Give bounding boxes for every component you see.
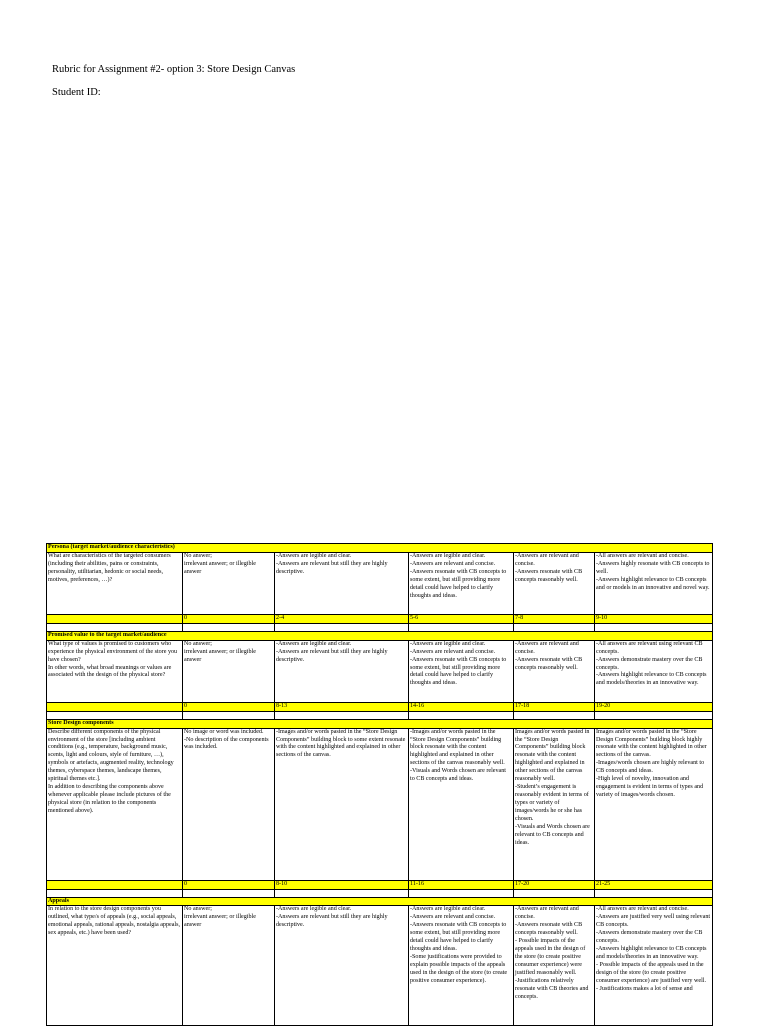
score-cell: 0 [183,880,275,889]
rubric-table [46,543,713,1026]
section-header-row [47,719,713,728]
section-header-row [47,631,713,640]
score-cell: 2-4 [275,614,409,623]
section-title: Persona (target market/audience characteristics) [47,544,713,553]
criteria-row [47,728,713,880]
score-cell: 8-13 [275,702,409,711]
criterion-level-2: -Images and/or words pasted in the “Store Design Components” building block to some extent resonate with the content highlighted and explained in other sections of the canvas. [275,728,409,880]
section-title: Store Design components [47,719,713,728]
section-title: Promised value to the target market/audience [47,631,713,640]
score-cell: 11-16 [409,880,514,889]
criterion-level-3: -Answers are legible and clear. -Answers are relevant and concise. -Answers resonate with CB concepts to some extent, but still providing more detail could have helped to clarify thoughts and ideas. [409,640,514,702]
criterion-question: Describe different components of the physical environment of the store [including ambient conditions (e.g., temperature, background music, scents, light and colours, style of furniture, …), symbols or artefacts, augmented reality, technology themes, cyberspace themes, landscape themes, spiritual themes etc.]. In addition to describing the components above whenever applicable please include pictures of the physical store (in relation to the components mentioned above). [47,728,183,880]
criterion-level-4: -Answers are relevant and concise. -Answers resonate with CB concepts reasonably well. [514,552,595,614]
score-cell: 17-20 [514,880,595,889]
section-title: Appeals [47,897,713,906]
criteria-row [47,640,713,702]
criterion-level-1: No image or word was included. -No description of the components was included. [183,728,275,880]
criteria-row [47,906,713,1026]
criterion-level-1: No answer; irrelevant answer; or illegible answer [183,906,275,1026]
criterion-level-2: -Answers are legible and clear. -Answers are relevant but still they are highly descriptive. [275,640,409,702]
score-cell: 7-8 [514,614,595,623]
score-cell: 0 [183,614,275,623]
criterion-level-4: -Answers are relevant and concise. -Answers resonate with CB concepts reasonably well. [514,640,595,702]
criterion-question: What are characteristics of the targeted consumers (including their abilities, pains or constraints, personality, utilitarian, hedonic or social needs, motives, preferences, …)? [47,552,183,614]
score-cell: 19-20 [595,702,713,711]
score-cell: 5-6 [409,614,514,623]
criterion-level-5: -All answers are relevant and concise. -Answers highly resonate with CB concepts to well. -Answers highlight relevance to CB concepts and or models in an innovative and novel way. [595,552,713,614]
score-row [47,702,713,711]
criterion-question: What type of values is promised to customers who experience the physical environment of the store you have chosen? In other words, what broad meanings or values are associated with the design of the physical store? [47,640,183,702]
criterion-question: In relation to the store design components you outlined, what type/s of appeals (e.g., social appeals, emotional appeals, rational appeals, nostalgia appeals, sex appeals, etc.) have been used? [47,906,183,1026]
criterion-level-1: No answer; irrelevant answer; or illegible answer [183,640,275,702]
score-cell [47,702,183,711]
criterion-level-5: -All answers are relevant using relevant CB concepts. -Answers demonstrate mastery over the CB concepts. -Answers highlight relevance to CB concepts and models/theories in an innovative way. [595,640,713,702]
criterion-level-2: -Answers are legible and clear. -Answers are relevant but still they are highly descriptive. [275,552,409,614]
score-cell: 8-10 [275,880,409,889]
criterion-level-5: Images and/or words pasted in the “Store Design Components” building block highly resonate with the content highlighted in other sections of the canvas. -Images/words chosen are highly relevant to CB concepts and ideas. -High level of novelty, innovation and engagement is evident in terms of types and variety of images/words chosen. [595,728,713,880]
spacer-row [47,711,713,719]
criterion-level-2: -Answers are legible and clear. -Answers are relevant but still they are highly descriptive. [275,906,409,1026]
score-row [47,614,713,623]
spacer-row [47,889,713,897]
score-cell: 14-16 [409,702,514,711]
score-cell [47,880,183,889]
criteria-row [47,552,713,614]
criterion-level-1: No answer; irrelevant answer; or illegible answer [183,552,275,614]
document-title: Rubric for Assignment #2- option 3: Store Design Canvas [52,64,296,75]
score-cell: 17-18 [514,702,595,711]
criterion-level-3: -Answers are legible and clear. -Answers are relevant and concise. -Answers resonate with CB concepts to some extent, but still providing more detail could have helped to clarify thoughts and ideas. [409,552,514,614]
section-header-row [47,897,713,906]
student-id-label: Student ID: [52,87,101,98]
criterion-level-4: -Answers are relevant and concise. -Answers resonate with CB concepts reasonably well. - Possible impacts of the appeals used in the design of the store (to create positive consumer experience) were justified reasonably well. -Justifications relatively resonate with CB theories and concepts. [514,906,595,1026]
score-cell [47,614,183,623]
score-cell: 0 [183,702,275,711]
criterion-level-3: -Answers are legible and clear. -Answers are relevant and concise. -Answers resonate with CB concepts to some extent, but still providing more detail could have helped to clarify thoughts and ideas. -Some justifications were provided to explain possible impacts of the appeals used in the design of the store (to create positive consumer experience). [409,906,514,1026]
criterion-level-3: -Images and/or words pasted in the “Store Design Components” building block resonate with the content highlighted and explained in other sections of the canvas reasonably well. -Visuals and Words chosen are relevant to CB concepts and ideas. [409,728,514,880]
criterion-level-5: -All answers are relevant and concise. -Answers are justified very well using relevant CB concepts. -Answers demonstrate mastery over the CB concepts. -Answers highlight relevance to CB concepts and models/theories in an innovative way. - Possible impacts of the appeals used in the design of the store (to create positive consumer experience) are justified very well. - Justifications makes a lot of sense and [595,906,713,1026]
score-cell: 9-10 [595,614,713,623]
score-row [47,880,713,889]
score-cell: 21-25 [595,880,713,889]
spacer-row [47,623,713,631]
section-header-row [47,544,713,553]
criterion-level-4: Images and/or words pasted in the “Store Design Components” building block resonate with the content highlighted and explained in other sections of the canvas reasonably well. -Student’s engagement is reasonably evident in terms of types or variety of images/words he or she has chosen. -Visuals and Words chosen are relevant to CB concepts and ideas. [514,728,595,880]
